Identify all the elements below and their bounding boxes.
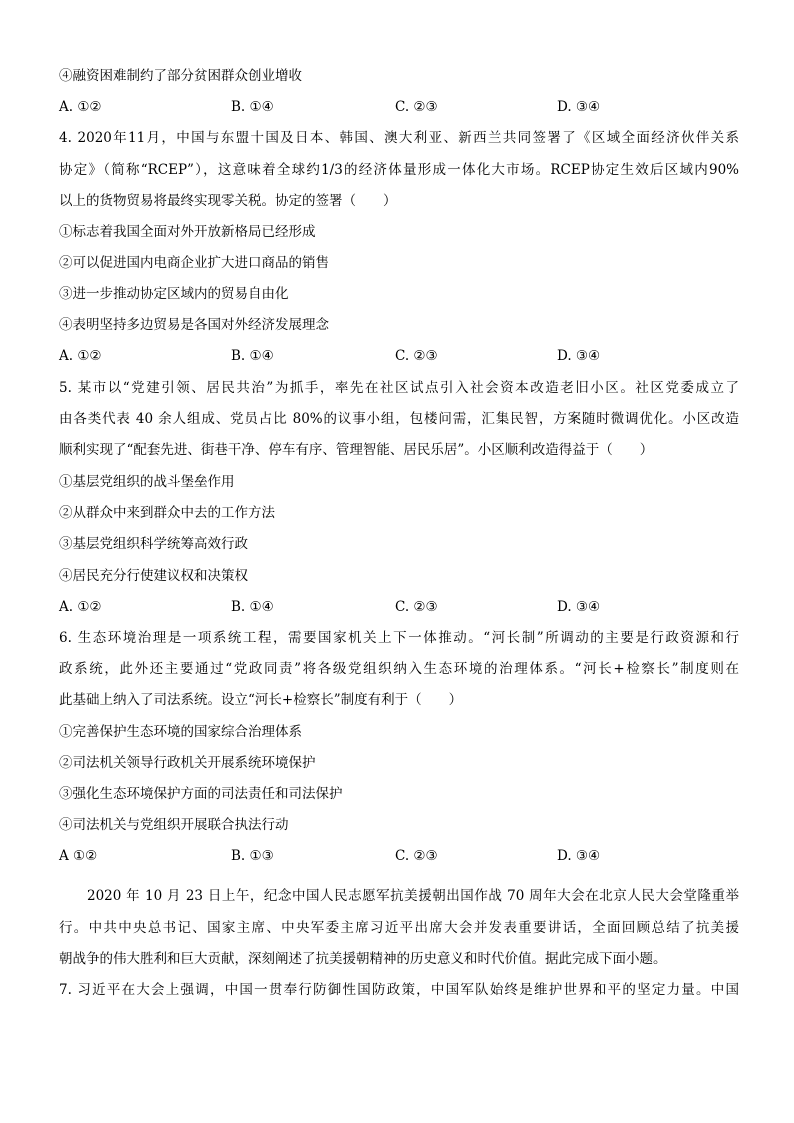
q5-stem-line-2: 由各类代表 40 余人组成、党员占比 80%的议事小组，包楼问需，汇集民智，方案随时微调优化。小区改造 — [59, 411, 739, 427]
q4-stem-line-2: 协定》（简称“RCEP”），这意味着全球约1/3的经济体量形成一体化大市场。RCEP协定生效后区域内90% — [59, 162, 739, 178]
q4-option-a: A. ①② — [59, 348, 102, 364]
q4-stem-line-3: 以上的货物贸易将最终实现零关税。协定的签署（ ） — [59, 193, 397, 209]
passage-line-2: 行。中共中央总书记、国家主席、中央军委主席习近平出席大会并发表重要讲话，全面回顾总结了抗美援 — [59, 920, 739, 936]
q6-option-b: B. ①③ — [231, 848, 274, 864]
q5-option-a: A. ①② — [59, 599, 102, 615]
q3-option-d: D. ③④ — [557, 99, 601, 115]
q6-stem-line-2: 政系统，此外还主要通过“党政同责”将各级党组织纳入生态环境的治理体系。“河长+检察长”制度则在 — [59, 661, 739, 677]
q4-statement-2: ②可以促进国内电商企业扩大进口商品的销售 — [59, 255, 329, 271]
q5-options — [59, 597, 739, 617]
q6-statement-3: ③强化生态环境保护方面的司法责任和司法保护 — [59, 786, 343, 802]
q5-statement-3: ③基层党组织科学统筹高效行政 — [59, 536, 248, 552]
q4-statement-4: ④表明坚持多边贸易是各国对外经济发展理念 — [59, 317, 329, 333]
q4-statement-1: ①标志着我国全面对外开放新格局已经形成 — [59, 224, 316, 240]
q5-statement-2: ②从群众中来到群众中去的工作方法 — [59, 505, 275, 521]
q5-option-d: D. ③④ — [557, 599, 601, 615]
q3-options — [59, 97, 739, 117]
q3-statement-4: ④融资困难制约了部分贫困群众创业增收 — [59, 68, 302, 84]
q3-option-c: C. ②③ — [395, 99, 438, 115]
q5-statement-1: ①基层党组织的战斗堡垒作用 — [59, 474, 235, 490]
q5-stem-line-3: 顺利实现了“配套先进、街巷干净、停车有序、管理智能、居民乐居”。小区顺利改造得益于（ ） — [59, 442, 654, 458]
q6-option-c: C. ②③ — [395, 848, 438, 864]
q6-statement-4: ④司法机关与党组织开展联合执法行动 — [59, 817, 289, 833]
q6-option-d: D. ③④ — [557, 848, 601, 864]
q7-stem-line-1: 7. 习近平在大会上强调，中国一贯奉行防御性国防政策，中国军队始终是维护世界和平的坚定力量。中国 — [59, 982, 739, 998]
q4-option-b: B. ①④ — [231, 348, 274, 364]
q6-option-a: A ①② — [59, 848, 98, 864]
passage-line-1: 2020 年 10 月 23 日上午，纪念中国人民志愿军抗美援朝出国作战 70 周年大会在北京人民大会堂隆重举 — [87, 888, 739, 904]
q5-option-b: B. ①④ — [231, 599, 274, 615]
q4-options — [59, 346, 739, 366]
q4-option-c: C. ②③ — [395, 348, 438, 364]
passage-line-3: 朝战争的伟大胜利和巨大贡献，深刻阐述了抗美援朝精神的历史意义和时代价值。据此完成下面小题。 — [59, 951, 667, 967]
q5-statement-4: ④居民充分行使建议权和决策权 — [59, 568, 248, 584]
q4-statement-3: ③进一步推动协定区域内的贸易自由化 — [59, 286, 289, 302]
q5-option-c: C. ②③ — [395, 599, 438, 615]
q6-statement-2: ②司法机关领导行政机关开展系统环境保护 — [59, 755, 316, 771]
q6-stem-line-3: 此基础上纳入了司法系统。设立“河长+检察长”制度有利于（ ） — [59, 692, 463, 708]
q6-options — [59, 846, 739, 866]
q5-stem-line-1: 5. 某市以“党建引领、居民共治”为抓手，率先在社区试点引入社会资本改造老旧小区。社区党委成立了 — [59, 380, 739, 396]
q3-option-a: A. ①② — [59, 99, 102, 115]
q4-stem-line-1: 4. 2020年11月，中国与东盟十国及日本、韩国、澳大利亚、新西兰共同签署了《区域全面经济伙伴关系 — [59, 130, 739, 146]
q4-option-d: D. ③④ — [557, 348, 601, 364]
q6-stem-line-1: 6. 生态环境治理是一项系统工程，需要国家机关上下一体推动。“河长制”所调动的主要是行政资源和行 — [59, 630, 739, 646]
q6-statement-1: ①完善保护生态环境的国家综合治理体系 — [59, 724, 302, 740]
q3-option-b: B. ①④ — [231, 99, 274, 115]
